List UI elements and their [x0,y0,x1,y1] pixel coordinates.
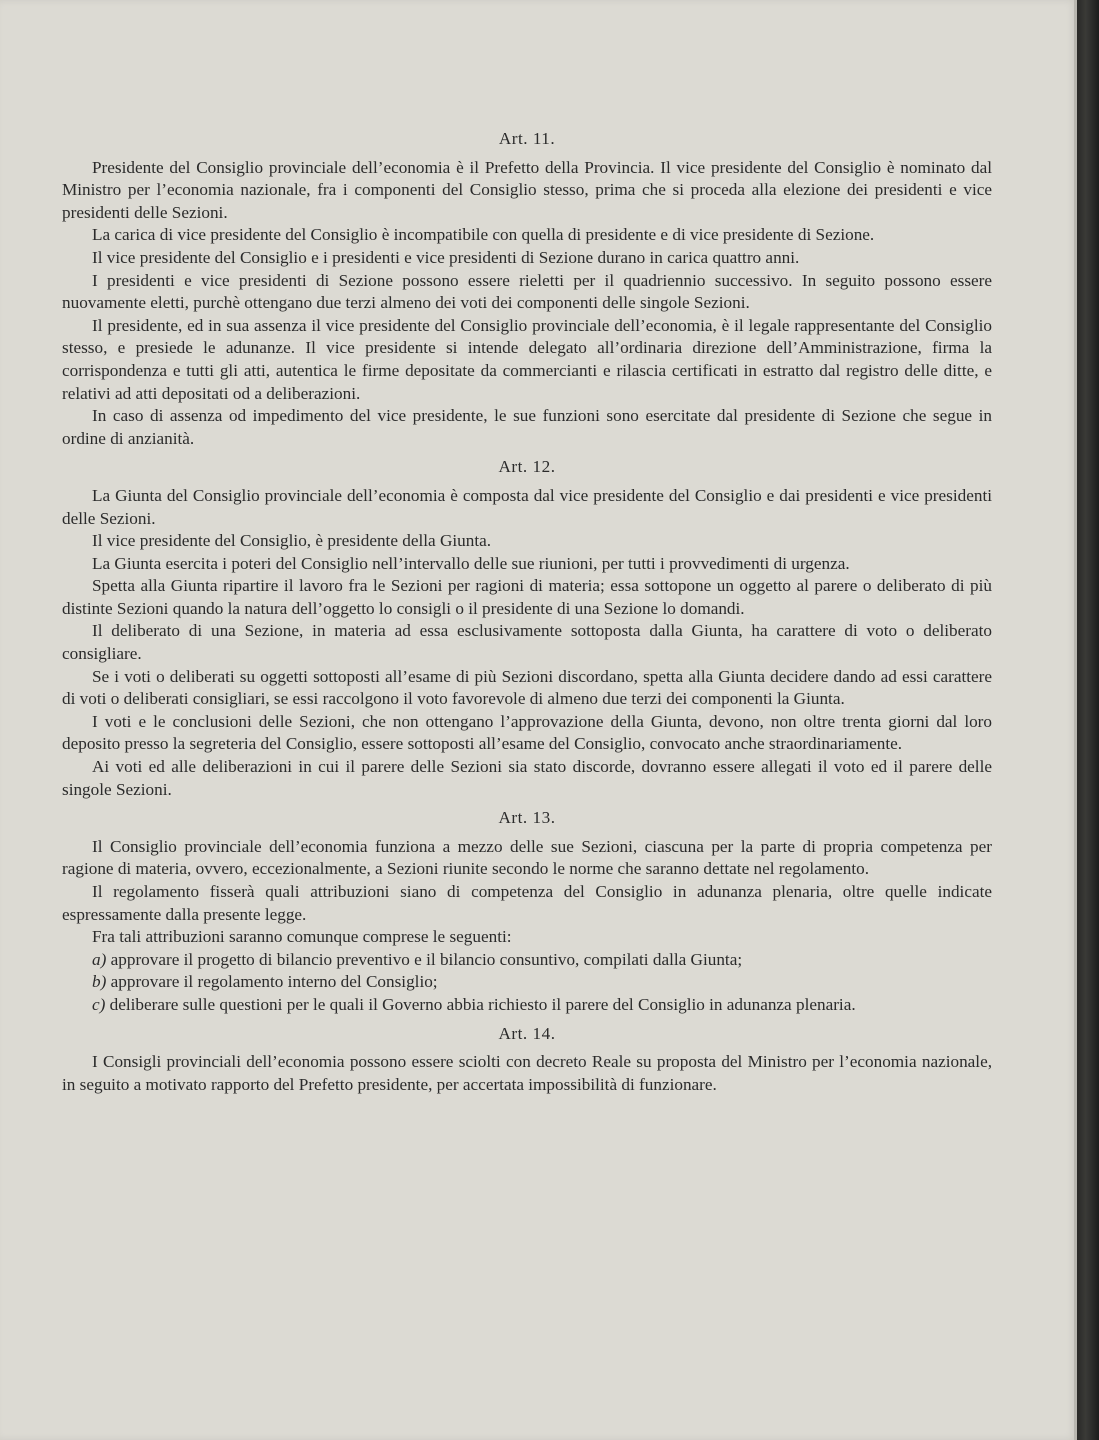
paragraph: I Consigli provinciali dell’economia possono essere sciolti con decreto Reale su proposta del Ministro per l’economia nazionale, in seguito a motivato rapporto del Prefetto presidente, per accertata impossibilità di funzionare. [62,1052,992,1094]
paragraph: Fra tali attribuzioni saranno comunque comprese le seguenti: [92,927,512,947]
paragraph: La Giunta esercita i poteri del Consiglio nell’intervallo delle sue riunioni, per tutti i provvedimenti di urgenza. [92,553,850,573]
document-body [62,122,992,1096]
paragraph: I presidenti e vice presidenti di Sezione possono essere rieletti per il quadriennio successivo. In seguito possono essere nuovamente eletti, purchè ottengano due terzi almeno dei voti dei componenti delle singole Sezioni. [62,270,992,313]
list-item [62,949,992,972]
paragraph: Spetta alla Giunta ripartire il lavoro fra le Sezioni per ragioni di materia; essa sottopone un oggetto al parere o deliberato di più distinte Sezioni quando la natura dell’oggetto lo consigli o il presidente di una Sezione lo domandi. [62,576,992,618]
list-item-text: deliberare sulle questioni per le quali il Governo abbia richiesto il parere del Consiglio in adunanza plenaria. [109,994,856,1014]
paragraph: I voti e le conclusioni delle Sezioni, che non ottengano l’approvazione della Giunta, devono, non oltre trenta giorni dal loro deposito presso la segreteria del Consiglio, essere sottoposti all’esame del Consiglio, convocato anche straordinariamente. [62,711,992,754]
paragraph: Il vice presidente del Consiglio e i presidenti e vice presidenti di Sezione durano in carica quattro anni. [92,247,800,267]
book-edge [1077,0,1099,1440]
list-item-text: approvare il progetto di bilancio preventivo e il bilancio consuntivo, compilati dalla Giunta; [110,949,743,969]
list-item-text: approvare il regolamento interno del Consiglio; [110,972,438,992]
article-heading: Art. 11. [498,129,556,148]
paragraph: Il presidente, ed in sua assenza il vice presidente del Consiglio provinciale dell’economia, è il legale rappresentante del Consiglio stesso, e presiede le adunanze. Il vice presidente si intende delegato all’ordinaria direzione dell’Amministrazione, firma la corrispondenza e tutti gli atti, autentica le firme depositate da commercianti e rilascia certificati in estratto dal registro delle ditte, e relativi ad atti depositati od a deliberazioni. [62,315,992,403]
paragraph: La carica di vice presidente del Consiglio è incompatibile con quella di presidente e di vice presidente di Sezione. [92,225,875,245]
list-item-label: b) [92,972,107,992]
article-12 [62,456,992,801]
list-item-label: a) [92,949,107,969]
paragraph: In caso di assenza od impedimento del vice presidente, le sue funzioni sono esercitate dal presidente di Sezione che segue in ordine di anzianità. [62,406,992,448]
paragraph: Se i voti o deliberati su oggetti sottoposti all’esame di più Sezioni discordano, spetta alla Giunta decidere dando ad essi carattere di voti o deliberati consigliari, se essi raccolgono il voto favorevole di almeno due terzi dei componenti la Giunta. [62,666,992,709]
article-13 [62,807,992,1016]
article-14 [62,1023,992,1097]
article-heading: Art. 12. [498,457,556,477]
article-heading: Art. 13. [498,808,556,828]
list-item [62,994,992,1017]
list-item [62,971,992,994]
paragraph: Il Consiglio provinciale dell’economia funziona a mezzo delle sue Sezioni, ciascuna per la parte di propria competenza per ragione di materia, ovvero, eccezionalmente, a Sezioni riunite secondo le norme che saranno dettate nel regolamento. [62,836,992,879]
paragraph: Ai voti ed alle deliberazioni in cui il parere delle Sezioni sia stato discorde, dovranno essere allegati il voto ed il parere delle singole Sezioni. [62,757,992,799]
paragraph: Il regolamento fisserà quali attribuzioni siano di competenza del Consiglio in adunanza plenaria, oltre quelle indicate espressamente dalla presente legge. [62,882,992,924]
article-heading: Art. 14. [498,1023,556,1043]
article-11 [62,128,992,450]
paragraph: Presidente del Consiglio provinciale dell’economia è il Prefetto della Provincia. Il vice presidente del Consiglio è nominato dal Ministro per l’economia nazionale, fra i componenti del Consiglio stesso, prima che si proceda alla elezione dei presidenti e vice presidenti delle Sezioni. [62,157,992,222]
list-item-label: c) [92,994,106,1014]
paragraph: La Giunta del Consiglio provinciale dell’economia è composta dal vice presidente del Consiglio e dai presidenti e vice presidenti delle Sezioni. [62,485,992,528]
paragraph: Il vice presidente del Consiglio, è presidente della Giunta. [92,531,492,551]
paragraph: Il deliberato di una Sezione, in materia ad essa esclusivamente sottoposta dalla Giunta, ha carattere di voto o deliberato consigliare. [62,621,992,664]
